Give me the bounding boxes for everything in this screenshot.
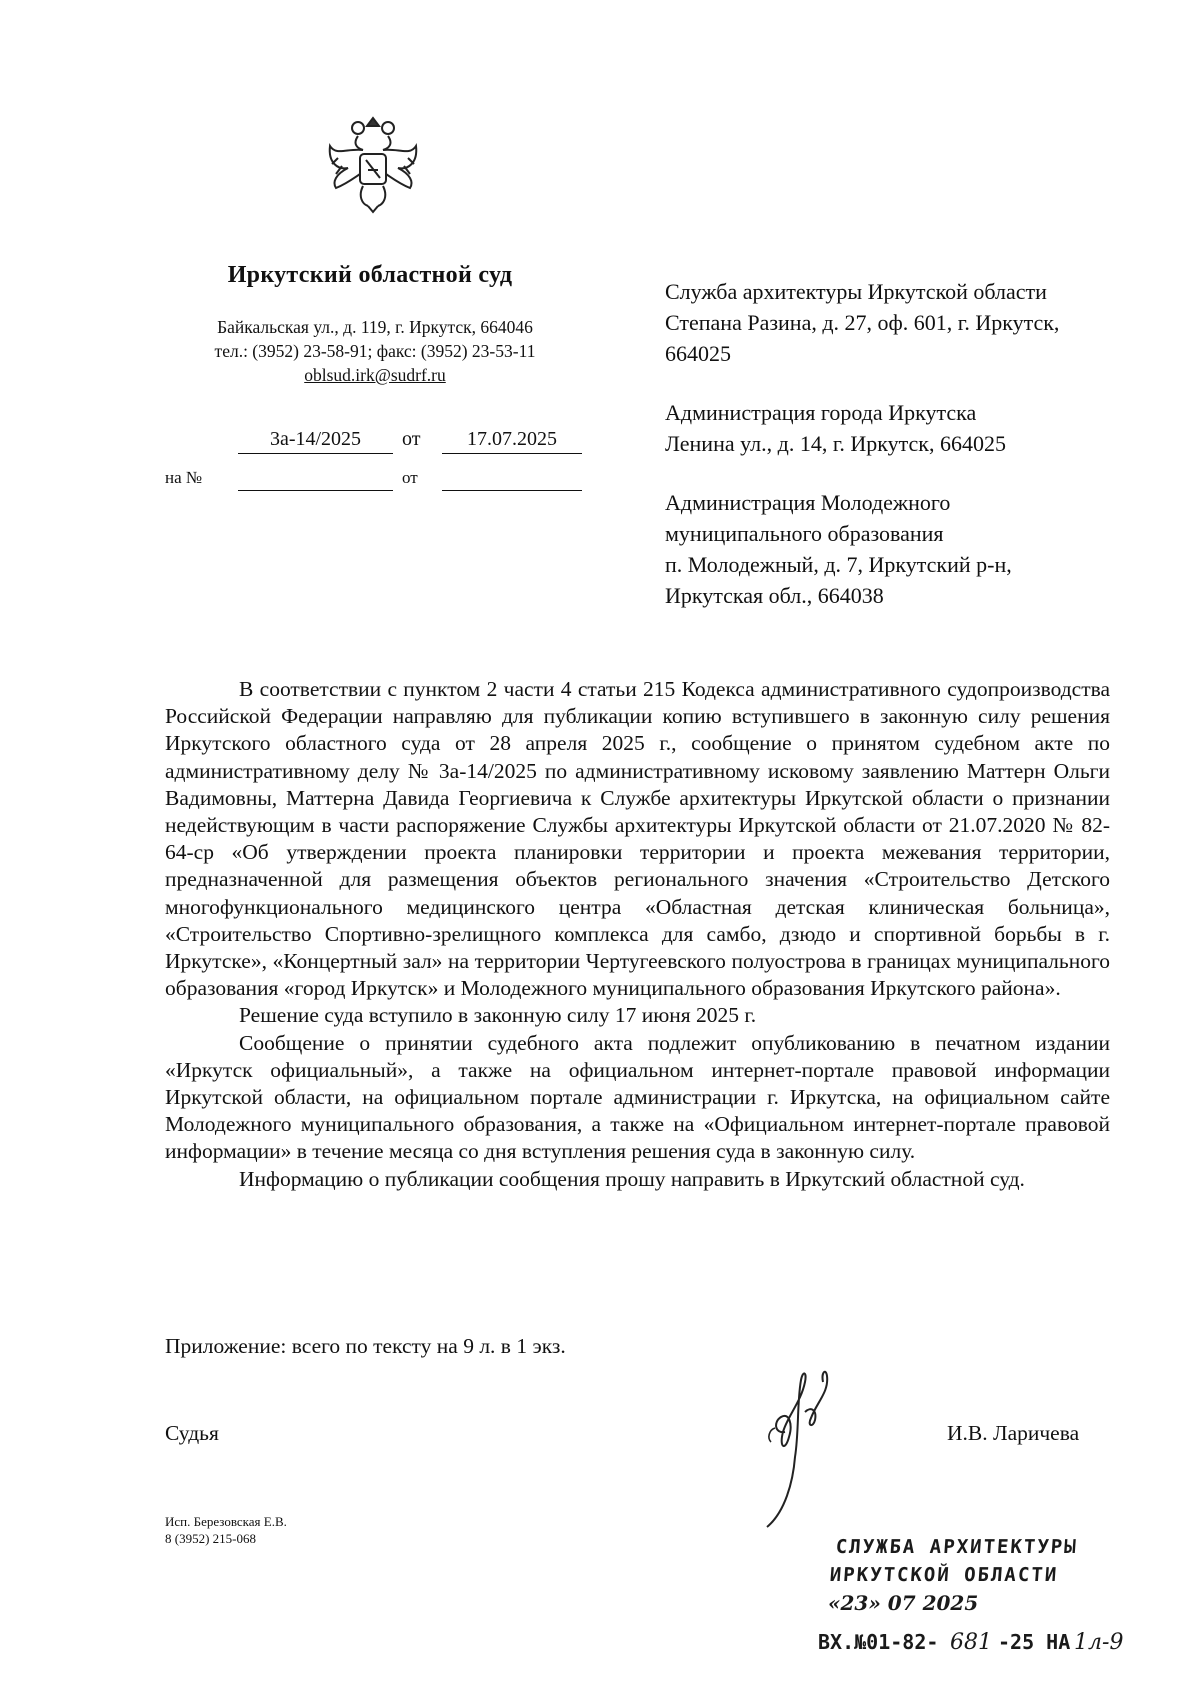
incoming-date-blank: [442, 490, 582, 491]
outgoing-number: 3а-14/2025: [238, 428, 393, 454]
executor-info: [165, 1513, 287, 1547]
svg-text:1л-9: 1л-9: [1074, 1630, 1124, 1655]
signatory-name: И.В. Ларичева: [947, 1421, 1080, 1445]
recipients: [665, 276, 1135, 639]
sender-phone-fax: тел.: (3952) 23-58-91; факс: (3952) 23-53-11: [214, 341, 536, 361]
recipient-line: Администрация города Иркутска: [665, 400, 977, 425]
recipient-city-administration: [665, 397, 1135, 459]
recipient-line: Служба архитектуры Иркутской области: [665, 279, 1047, 304]
body-paragraph: Сообщение о принятии судебного акта подлежит опубликованию в печатном издании «Иркутск официальный», а также на официальном интернет-портале правовой информации Иркутской области, на официальном портале администрации г. Иркутска, на официальном сайте Молодежного муниципального образования, а также на «Официальном интернет-портале правовой информации» в течение месяца со дня вступления решения суда в законную силу.: [165, 1030, 1110, 1164]
svg-text:СЛУЖБА АРХИТЕКТУРЫ: СЛУЖБА АРХИТЕКТУРЫ: [834, 1536, 1079, 1558]
letter-body: [165, 676, 1110, 1193]
recipient-line: Иркутская обл., 664038: [665, 583, 884, 608]
incoming-number-label: на №: [165, 468, 203, 487]
executor-name: Исп. Березовская Е.В.: [165, 1514, 287, 1529]
attachment-note: Приложение: всего по тексту на 9 л. в 1 экз.: [165, 1334, 566, 1358]
recipient-line: 664025: [665, 341, 731, 366]
signatory-role: Судья: [165, 1421, 219, 1445]
recipient-line: муниципального образования: [665, 521, 944, 546]
recipient-line: Степана Разина, д. 27, оф. 601, г. Иркутск,: [665, 310, 1060, 335]
executor-phone: 8 (3952) 215-068: [165, 1531, 256, 1546]
sender-contacts: [165, 315, 585, 387]
sender-name: Иркутский областной суд: [227, 262, 513, 288]
recipient-architecture-service: [665, 276, 1135, 369]
outgoing-ot-label: от: [402, 428, 421, 450]
svg-text:-25 НА: -25 НА: [998, 1630, 1071, 1654]
incoming-ot-label: от: [402, 468, 418, 487]
body-paragraph: Информацию о публикации сообщения прошу направить в Иркутский областной суд.: [239, 1166, 1025, 1191]
body-paragraph: В соответствии с пунктом 2 части 4 статьи 215 Кодекса административного судопроизводства Российской Федерации направляю для публикации копию вступившего в законную силу решения Иркутского областного суда от 28 апреля 2025 г., сообщение о принятом судебном акте по административному делу № 3а-14/2025 по административному исковому заявлению Маттерн Ольги Вадимовны, Маттерна Давида Георгиевича к Службе архитектуры Иркутской области о признании недействующим в части распоряжение Службы архитектуры Иркутской области от 21.07.2020 № 82-64-ср «Об утверждении проекта планировки территории и проекта межевания территории, предназначенной для размещения объектов регионального значения «Строительство Детского многофункционального медицинского центра «Областная детская клиническая больница», «Строительство Спортивно-зрелищного комплекса для самбо, дзюдо и спортивной борьбы в г. Иркутске», «Концертный зал» на территории Чертугеевского полуострова в границах муниципального образования «город Иркутск» и Молодежного муниципального образования Иркутского района».: [165, 677, 1110, 1001]
incoming-registration-stamp: [798, 1515, 1128, 1663]
russian-coat-of-arms-icon: [318, 108, 428, 218]
outgoing-date: 17.07.2025: [442, 428, 582, 454]
handwritten-signature: [745, 1362, 890, 1532]
svg-text:«23» 07 2025: «23» 07 2025: [828, 1591, 979, 1615]
body-paragraph: Решение суда вступило в законную силу 17 июня 2025 г.: [239, 1003, 757, 1028]
recipient-line: Ленина ул., д. 14, г. Иркутск, 664025: [665, 431, 1006, 456]
sender-email[interactable]: oblsud.irk@sudrf.ru: [304, 365, 446, 385]
recipient-line: Администрация Молодежного: [665, 490, 951, 515]
incoming-number-blank: [238, 490, 393, 491]
svg-text:ИРКУТСКОЙ ОБЛАСТИ: ИРКУТСКОЙ ОБЛАСТИ: [829, 1564, 1059, 1586]
recipient-line: п. Молодежный, д. 7, Иркутский р-н,: [665, 552, 1012, 577]
recipient-molodezhny-administration: [665, 487, 1135, 611]
emblem: [318, 108, 428, 218]
svg-text:ВХ.№01-82-: ВХ.№01-82-: [818, 1630, 939, 1654]
svg-text:681: 681: [950, 1630, 992, 1655]
sender-address: Байкальская ул., д. 119, г. Иркутск, 664046: [217, 317, 533, 337]
